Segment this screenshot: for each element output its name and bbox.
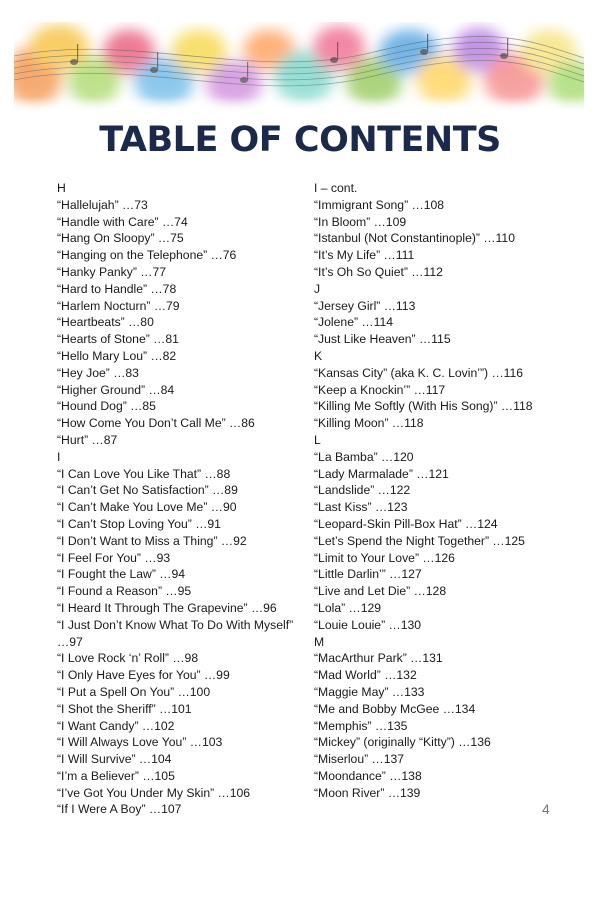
page-title: TABLE OF CONTENTS bbox=[99, 120, 501, 160]
toc-entry: “Last Kiss” …123 bbox=[314, 500, 408, 515]
toc-entry: “Maggie May” …133 bbox=[314, 684, 425, 699]
page-number: 4 bbox=[542, 801, 550, 817]
toc-entry: “I Will Always Love You” …103 bbox=[57, 735, 223, 750]
toc-entry: “I Feel For You” …93 bbox=[57, 550, 171, 565]
toc-entry: “Little Darlin’” …127 bbox=[314, 567, 422, 582]
toc-entry: “La Bamba” …120 bbox=[314, 449, 414, 464]
toc-entry: “Hearts of Stone” …81 bbox=[57, 332, 179, 347]
toc-entry: “If I Were A Boy” …107 bbox=[57, 802, 182, 817]
toc-entry: “Keep a Knockin’” …117 bbox=[314, 382, 446, 397]
toc-entry: “Mad World” …132 bbox=[314, 668, 417, 683]
toc-section-letter: K bbox=[314, 348, 323, 363]
toc-entry: “Handle with Care” …74 bbox=[57, 214, 188, 229]
toc-entry: “Hound Dog” …85 bbox=[57, 399, 156, 414]
toc-entry: “I Can’t Stop Loving You” …91 bbox=[57, 516, 221, 531]
toc-entry: “I Found a Reason” …95 bbox=[57, 584, 192, 599]
music-notes-watercolor-icon bbox=[14, 22, 584, 110]
toc-entry: “Kansas City” (aka K. C. Lovin’”) …116 bbox=[314, 365, 524, 380]
toc-entry: “Landslide” …122 bbox=[314, 483, 411, 498]
toc-entry: “Moondance” …138 bbox=[314, 768, 422, 783]
toc-section-letter: H bbox=[57, 181, 66, 195]
toc-entry: “I Can’t Get No Satisfaction” …89 bbox=[57, 483, 238, 498]
toc-entry: “It’s Oh So Quiet” …112 bbox=[314, 264, 443, 279]
toc-entry: “I Don’t Want to Miss a Thing” …92 bbox=[57, 533, 247, 548]
toc-entry: “Harlem Nocturn” …79 bbox=[57, 298, 180, 313]
toc-entry: “Jolene” …114 bbox=[314, 315, 394, 330]
toc-entry: “In Bloom” …109 bbox=[314, 214, 407, 229]
toc-entry: “Memphis” …135 bbox=[314, 718, 408, 733]
toc-entry: “Immigrant Song” …108 bbox=[314, 197, 445, 212]
toc-right-column bbox=[314, 180, 584, 801]
toc-left-column bbox=[57, 180, 302, 818]
toc-entry: “Istanbul (Not Constantinople)” …110 bbox=[314, 231, 515, 246]
toc-entry: “Moon River” …139 bbox=[314, 785, 421, 800]
toc-entry: “It’s My Life” …111 bbox=[314, 248, 415, 263]
toc-entry: “Leopard-Skin Pill-Box Hat” …124 bbox=[314, 516, 498, 531]
toc-section-letter: J bbox=[314, 281, 321, 296]
toc-entry: “Louie Louie” …130 bbox=[314, 617, 422, 632]
toc-entry: “I Can Love You Like That” …88 bbox=[57, 466, 231, 481]
toc-section-letter: I – cont. bbox=[314, 181, 358, 195]
toc-entry: “I Love Rock ‘n’ Roll” …98 bbox=[57, 651, 199, 666]
music-banner bbox=[14, 22, 584, 110]
toc-entry: “Limit to Your Love” …126 bbox=[314, 550, 455, 565]
toc-entry: “How Come You Don’t Call Me” …86 bbox=[57, 416, 255, 431]
toc-section-letter: M bbox=[314, 634, 325, 649]
toc-entry: “Miserlou” …137 bbox=[314, 752, 405, 767]
toc-entry: “Lady Marmalade” …121 bbox=[314, 466, 449, 481]
toc-entry: “Hallelujah” …73 bbox=[57, 197, 148, 212]
toc-entry: “Live and Let Die” …128 bbox=[314, 584, 447, 599]
toc-entry: “Hello Mary Lou” …82 bbox=[57, 348, 177, 363]
toc-entry: “I Only Have Eyes for You” …99 bbox=[57, 668, 230, 683]
toc-entry: “Killing Moon” …118 bbox=[314, 416, 424, 431]
toc-entry: “Me and Bobby McGee …134 bbox=[314, 701, 476, 716]
toc-entry: “Let’s Spend the Night Together” …125 bbox=[314, 533, 525, 548]
toc-entry: “I Heard It Through The Grapevine” …96 bbox=[57, 600, 277, 615]
toc-entry: “I Just Don’t Know What To Do With Myself” …97 bbox=[57, 617, 294, 649]
toc-entry: “Higher Ground” …84 bbox=[57, 382, 175, 397]
toc-entry: “I’m a Believer” …105 bbox=[57, 768, 175, 783]
toc-entry: “I Want Candy” …102 bbox=[57, 718, 175, 733]
toc-entry: “Just Like Heaven” …115 bbox=[314, 332, 451, 347]
toc-entry: “Hang On Sloopy” …75 bbox=[57, 231, 184, 246]
toc-entry: “Hanky Panky” …77 bbox=[57, 264, 167, 279]
toc-entry: “I Shot the Sheriff” …101 bbox=[57, 701, 192, 716]
toc-entry: “Hey Joe” …83 bbox=[57, 365, 139, 380]
toc-entry: “Jersey Girl” …113 bbox=[314, 298, 416, 313]
toc-entry: “I Put a Spell On You” …100 bbox=[57, 684, 211, 699]
toc-entry: “Heartbeats” …80 bbox=[57, 315, 154, 330]
toc-entry: “I Can’t Make You Love Me” …90 bbox=[57, 500, 237, 515]
toc-entry: “I’ve Got You Under My Skin” …106 bbox=[57, 785, 251, 800]
toc-section-letter: I bbox=[57, 449, 61, 464]
toc-entry: “Lola” …129 bbox=[314, 600, 382, 615]
toc-entry: “I Will Survive” …104 bbox=[57, 752, 172, 767]
toc-entry: “Hurt” …87 bbox=[57, 432, 118, 447]
toc-entry: “Hanging on the Telephone” …76 bbox=[57, 248, 237, 263]
toc-entry: “Mickey” (originally “Kitty”) …136 bbox=[314, 735, 491, 750]
toc-section-letter: L bbox=[314, 432, 321, 447]
toc-entry: “I Fought the Law” …94 bbox=[57, 567, 186, 582]
toc-entry: “MacArthur Park” …131 bbox=[314, 651, 443, 666]
toc-entry: “Hard to Handle” …78 bbox=[57, 281, 177, 296]
toc-entry: “Killing Me Softly (With His Song)” …118 bbox=[314, 399, 533, 414]
